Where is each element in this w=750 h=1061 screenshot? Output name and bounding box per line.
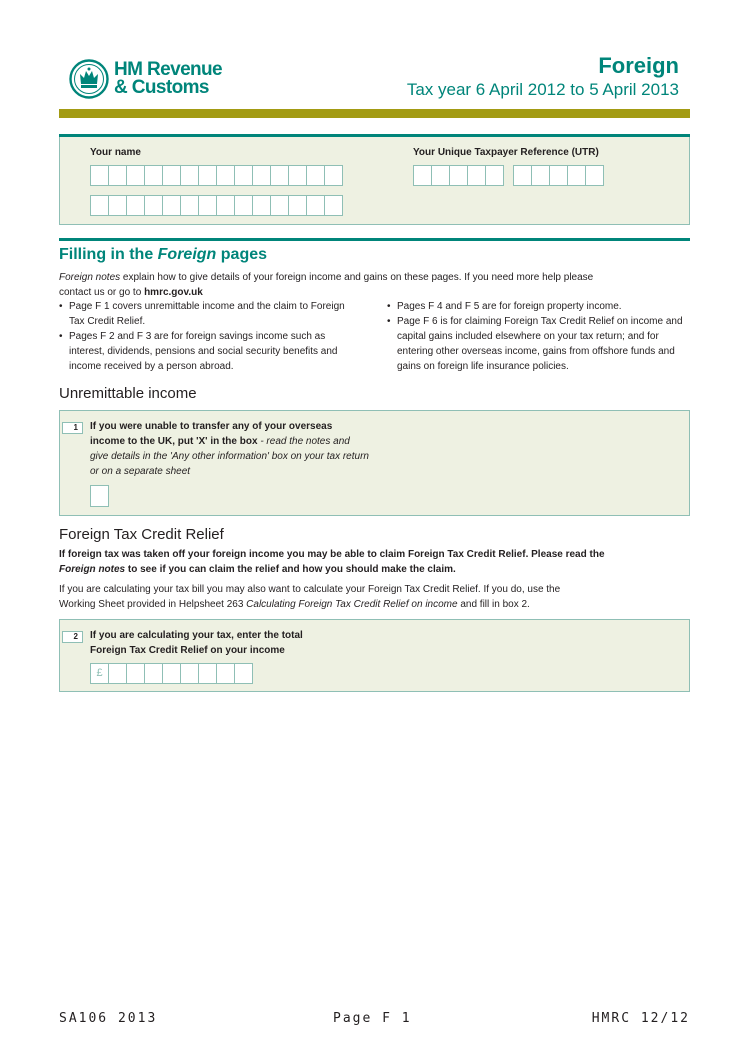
hmrc-website-link[interactable]: hmrc.gov.uk [144, 287, 203, 298]
logo-wordmark [114, 61, 222, 97]
utr-input[interactable] [413, 165, 604, 186]
footer-version: HMRC 12/12 [591, 1011, 690, 1026]
box-1-question-note: - read the notes and give details in the 'Any other information' box on your tax return or on a separate sheet [90, 436, 369, 477]
identity-panel-rule [59, 134, 690, 137]
box-2-number: 2 [62, 631, 83, 643]
currency-symbol: £ [90, 663, 109, 684]
section-rule [59, 238, 690, 241]
box-1-question-bold: If you were unable to transfer any of your overseas income to the UK, put 'X' in the box [90, 421, 333, 447]
logo-line-2: & Customs [114, 77, 209, 98]
ftcr-line2-pre: Working Sheet provided in Helpsheet 263 [59, 599, 247, 610]
ftcr-heading: Foreign Tax Credit Relief [59, 526, 224, 543]
box-2-question-line2: Foreign Tax Credit Relief on your income [90, 645, 285, 656]
name-input-row-2[interactable] [90, 195, 343, 216]
ftcr-paragraph [59, 582, 690, 612]
box-1-number: 1 [62, 422, 83, 434]
foreign-notes-emphasis: Foreign notes [59, 272, 121, 283]
hmrc-logo [69, 59, 239, 103]
bullet-item: • Pages F 2 and F 3 are for foreign savings income such as interest, dividends, pensions and social security benefits and income received by a person abroad. [59, 329, 359, 374]
bullet-item: • Pages F 4 and F 5 are for foreign property income. [387, 299, 690, 314]
crown-crest-icon [69, 59, 109, 99]
foreign-notes-emphasis: Foreign notes [59, 564, 126, 575]
logo-line-1: HM Revenue [114, 59, 223, 80]
heading-text-end: pages [216, 246, 268, 263]
box-2-question [90, 628, 370, 658]
box-2-amount-input[interactable] [90, 663, 253, 684]
form-title: Foreign [598, 53, 679, 78]
ftcr-line2-post: and fill in box 2. [457, 599, 530, 610]
name-input-row-1[interactable] [90, 165, 343, 186]
utr-label: Your Unique Taxpayer Reference (UTR) [413, 147, 599, 158]
heading-text: Filling in the [59, 246, 158, 263]
box-1-checkbox[interactable] [90, 485, 109, 507]
helpsheet-title: Calculating Foreign Tax Credit Relief on income [246, 599, 458, 610]
intro-bullets-left [59, 299, 359, 374]
your-name-label: Your name [90, 147, 141, 158]
section-heading [59, 246, 267, 264]
intro-paragraph [59, 270, 690, 300]
unremittable-heading: Unremittable income [59, 385, 197, 402]
header-divider [59, 109, 690, 118]
box-2-question-line1: If you are calculating your tax, enter the total [90, 630, 303, 641]
intro-bullets-right [387, 299, 690, 374]
heading-emphasis: Foreign [157, 246, 217, 263]
bullet-item: • Page F 1 covers unremittable income and the claim to Foreign Tax Credit Relief. [59, 299, 359, 329]
ftcr-bold-line1: If foreign tax was taken off your foreign income you may be able to claim Foreign Tax Credit Relief. Please read the [59, 549, 605, 560]
footer-page-number: Page F 1 [333, 1011, 412, 1026]
ftcr-bold-paragraph [59, 547, 690, 577]
box-1-question [90, 419, 370, 479]
ftcr-bold-line2: to see if you can claim the relief and how you should make the claim. [125, 564, 456, 575]
ftcr-line1: If you are calculating your tax bill you may also want to calculate your Foreign Tax Credit Relief. If you do, use the [59, 584, 561, 595]
bullet-item: • Page F 6 is for claiming Foreign Tax Credit Relief on income and capital gains included elsewhere on your tax return; and for entering other overseas income, gains from offshore funds and gains on foreign life insurance policies. [387, 314, 690, 374]
footer-form-code: SA106 2013 [59, 1011, 158, 1026]
intro-text: explain how to give details of your foreign income and gains on these pages. If you need more help please [120, 272, 594, 283]
tax-year: Tax year 6 April 2012 to 5 April 2013 [406, 80, 679, 99]
intro-text-line2: contact us or go to [59, 287, 145, 298]
